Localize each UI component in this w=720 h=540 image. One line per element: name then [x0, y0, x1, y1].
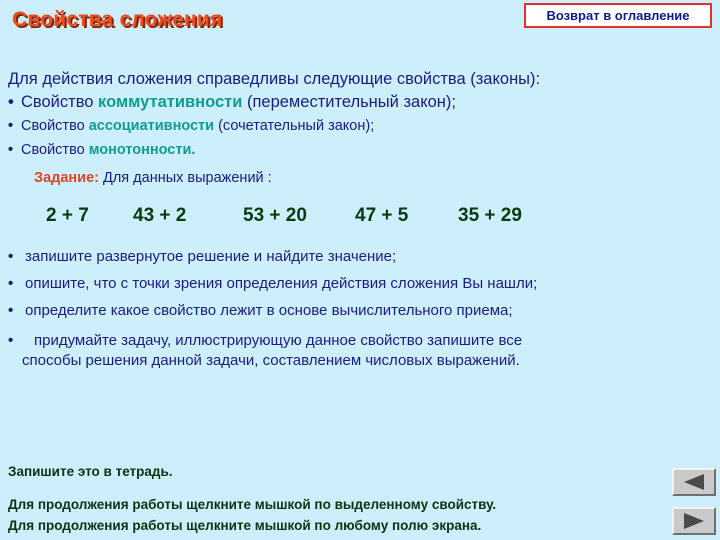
- back-to-contents-button[interactable]: Возврат в оглавление: [524, 3, 712, 28]
- property-prefix: Свойство: [21, 93, 99, 111]
- instruction-text: опишите, что с точки зрения определения действия сложения Вы нашли;: [25, 275, 538, 292]
- bullet-icon: •: [8, 93, 14, 111]
- triangle-right-icon: [680, 511, 708, 531]
- bullet-icon: •: [8, 142, 14, 158]
- task-text: Для данных выражений :: [98, 170, 272, 186]
- triangle-left-icon: [680, 472, 708, 492]
- expression-4: 47 + 5: [355, 205, 409, 226]
- instruction-item: [8, 275, 537, 292]
- task-label: Задание:: [34, 170, 99, 186]
- footer-note: Запишите это в тетрадь.: [8, 464, 173, 479]
- next-slide-button[interactable]: [672, 507, 716, 535]
- bullet-icon: •: [8, 248, 14, 265]
- bullet-icon: •: [8, 332, 14, 349]
- bullet-icon: •: [8, 118, 14, 134]
- expression-3: 53 + 20: [243, 205, 307, 226]
- bullet-icon: •: [8, 302, 14, 319]
- property-associative[interactable]: [8, 118, 374, 134]
- instruction-text: определите какое свойство лежит в основе вычислительного приема;: [25, 302, 513, 319]
- previous-slide-button[interactable]: [672, 468, 716, 496]
- property-suffix: (переместительный закон);: [242, 93, 456, 111]
- expression-5: 35 + 29: [458, 205, 522, 226]
- expression-2: 43 + 2: [133, 205, 187, 226]
- bullet-icon: •: [8, 275, 14, 292]
- property-monotonic[interactable]: [8, 142, 195, 158]
- instruction-item: [8, 302, 513, 319]
- instruction-text: придумайте задачу, иллюстрирующую данное свойство запишите все: [34, 332, 523, 349]
- footer-hint-select: Для продолжения работы щелкните мышкой по выделенному свойству.: [8, 497, 497, 512]
- property-term-associative[interactable]: ассоциативности: [88, 118, 215, 134]
- instruction-item: [8, 331, 686, 371]
- property-commutative[interactable]: [8, 93, 456, 112]
- instruction-text-continued: способы решения данной задачи, составлением числовых выражений.: [22, 352, 520, 369]
- instruction-item: [8, 248, 396, 265]
- property-term-monotonic[interactable]: монотонности.: [88, 142, 196, 158]
- expression-1: 2 + 7: [46, 205, 89, 226]
- task-line: [34, 170, 272, 186]
- page-title: Свойства сложения: [12, 8, 223, 31]
- property-prefix: Свойство: [21, 118, 89, 134]
- footer-hint-anywhere: Для продолжения работы щелкните мышкой по любому полю экрана.: [8, 518, 482, 533]
- instruction-text: запишите развернутое решение и найдите значение;: [25, 248, 397, 265]
- property-prefix: Свойство: [21, 142, 89, 158]
- property-term-commutative[interactable]: коммутативности: [98, 93, 243, 111]
- property-suffix: (сочетательный закон);: [214, 118, 375, 134]
- intro-text: Для действия сложения справедливы следующие свойства (законы):: [8, 70, 541, 88]
